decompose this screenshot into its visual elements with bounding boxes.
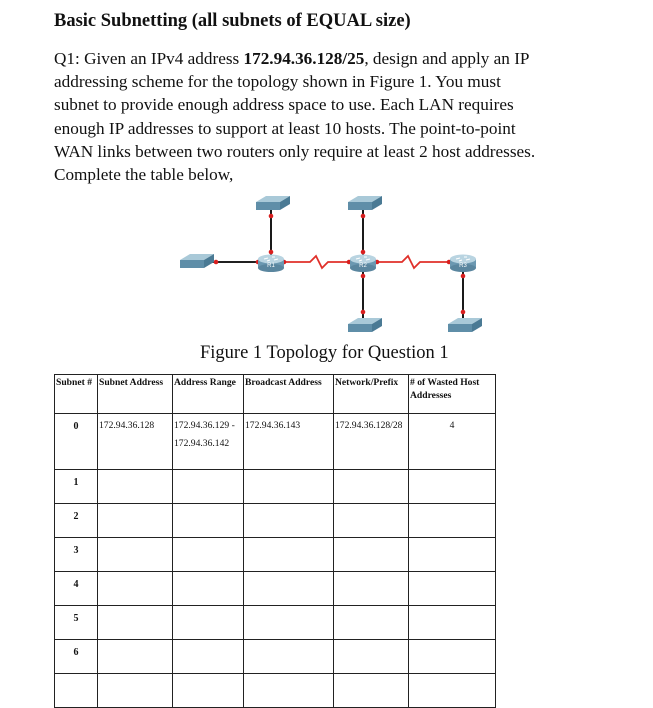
cell-address-range[interactable] <box>173 606 244 640</box>
router-label-r1: R1 <box>267 263 275 269</box>
range-end: 172.94.36.142 <box>174 438 230 449</box>
serial-link-r2-r3 <box>373 256 453 268</box>
switch-icon <box>348 196 382 210</box>
table-row <box>55 470 496 504</box>
cell-subnet-number: 5 <box>55 606 98 640</box>
router-icon <box>258 255 284 273</box>
cell-subnet-address[interactable] <box>98 640 173 674</box>
serial-link-r1-r2 <box>280 256 353 268</box>
cell-network-prefix[interactable] <box>334 470 409 504</box>
ethernet-links <box>205 210 463 318</box>
table-row <box>55 504 496 538</box>
link-light <box>361 250 366 255</box>
cell-address-range[interactable] <box>173 414 244 470</box>
table-row <box>55 414 496 470</box>
cell-subnet-number: 3 <box>55 538 98 572</box>
cell-subnet-number <box>55 674 98 708</box>
question-line: Q1: Given an IPv4 address 172.94.36.128/25, design and apply an IP <box>54 49 530 68</box>
col-header-broadcast-address: Broadcast Address <box>244 375 334 414</box>
cell-network-prefix[interactable] <box>334 606 409 640</box>
cell-wasted-hosts[interactable] <box>409 538 496 572</box>
cell-network-prefix[interactable] <box>334 504 409 538</box>
cell-subnet-number: 2 <box>55 504 98 538</box>
table-header-row <box>55 375 496 414</box>
col-header-network-prefix: Network/Prefix <box>334 375 409 414</box>
ip-address-bold: 172.94.36.128/25 <box>243 49 365 68</box>
question-line: enough IP addresses to support at least 10 hosts. The point-to-point <box>54 118 516 138</box>
cell-subnet-address[interactable] <box>98 674 173 708</box>
cell-wasted-hosts[interactable] <box>409 674 496 708</box>
table-row <box>55 674 496 708</box>
cell-broadcast-address[interactable] <box>244 504 334 538</box>
table-row <box>55 572 496 606</box>
cell-wasted-hosts[interactable] <box>409 470 496 504</box>
table-row <box>55 538 496 572</box>
cell-broadcast-address[interactable] <box>244 606 334 640</box>
link-light <box>361 274 366 279</box>
cell-network-prefix[interactable] <box>334 674 409 708</box>
link-light <box>461 310 466 315</box>
link-lights <box>214 214 466 315</box>
range-start: 172.94.36.129 - <box>174 420 235 431</box>
cell-wasted-hosts[interactable] <box>409 640 496 674</box>
switch-icon <box>256 196 290 210</box>
cell-broadcast-address[interactable] <box>244 640 334 674</box>
cell-network-prefix[interactable]: 172.94.36.128/28 <box>334 414 409 470</box>
switch-icon <box>348 318 382 332</box>
link-light <box>361 214 366 219</box>
router-icon <box>350 255 376 273</box>
cell-broadcast-address[interactable] <box>244 538 334 572</box>
link-light <box>269 214 274 219</box>
cell-subnet-address[interactable] <box>98 572 173 606</box>
cell-subnet-address[interactable] <box>98 470 173 504</box>
cell-subnet-address[interactable]: 172.94.36.128 <box>98 414 173 470</box>
question-paragraph <box>54 47 634 186</box>
topology-figure <box>170 190 500 350</box>
section-heading: Basic Subnetting (all subnets of EQUAL size) <box>54 11 411 31</box>
cell-address-range[interactable] <box>173 470 244 504</box>
question-line: addressing scheme for the topology shown in Figure 1. You must <box>54 72 501 92</box>
cell-address-range[interactable] <box>173 640 244 674</box>
cell-wasted-hosts[interactable] <box>409 504 496 538</box>
col-header-subnet-number: Subnet # <box>55 375 98 414</box>
cell-address-range[interactable] <box>173 504 244 538</box>
question-line: Complete the table below, <box>54 165 234 185</box>
link-light <box>269 250 274 255</box>
cell-subnet-number: 1 <box>55 470 98 504</box>
cell-address-range[interactable] <box>173 572 244 606</box>
cell-subnet-address[interactable] <box>98 504 173 538</box>
router-label-r3: R3 <box>459 263 467 269</box>
router-label-r2: R2 <box>359 263 367 269</box>
col-header-wasted-hosts: # of Wasted Host Addresses <box>409 375 496 414</box>
cell-broadcast-address[interactable] <box>244 572 334 606</box>
cell-network-prefix[interactable] <box>334 640 409 674</box>
cell-network-prefix[interactable] <box>334 538 409 572</box>
cell-broadcast-address[interactable] <box>244 470 334 504</box>
cell-network-prefix[interactable] <box>334 572 409 606</box>
cell-wasted-hosts[interactable] <box>409 572 496 606</box>
switch-icon <box>180 254 214 268</box>
figure-caption: Figure 1 Topology for Question 1 <box>200 343 449 363</box>
cell-subnet-address[interactable] <box>98 606 173 640</box>
table-row <box>55 640 496 674</box>
cell-address-range[interactable] <box>173 538 244 572</box>
link-light <box>361 310 366 315</box>
col-header-subnet-address: Subnet Address <box>98 375 173 414</box>
cell-subnet-number: 6 <box>55 640 98 674</box>
cell-subnet-number: 0 <box>55 414 98 470</box>
question-line: subnet to provide enough address space to use. Each LAN requires <box>54 95 514 115</box>
col-header-address-range: Address Range <box>173 375 244 414</box>
router-icon <box>450 255 476 273</box>
cell-broadcast-address[interactable] <box>244 674 334 708</box>
subnet-table <box>54 374 496 708</box>
cell-wasted-hosts[interactable] <box>409 606 496 640</box>
switch-icon <box>448 318 482 332</box>
question-line: WAN links between two routers only require at least 2 host addresses. <box>54 141 536 161</box>
cell-subnet-number: 4 <box>55 572 98 606</box>
link-light <box>214 260 219 265</box>
cell-wasted-hosts[interactable]: 4 <box>409 414 496 470</box>
cell-subnet-address[interactable] <box>98 538 173 572</box>
table-row <box>55 606 496 640</box>
cell-broadcast-address[interactable]: 172.94.36.143 <box>244 414 334 470</box>
link-light <box>461 274 466 279</box>
cell-address-range[interactable] <box>173 674 244 708</box>
